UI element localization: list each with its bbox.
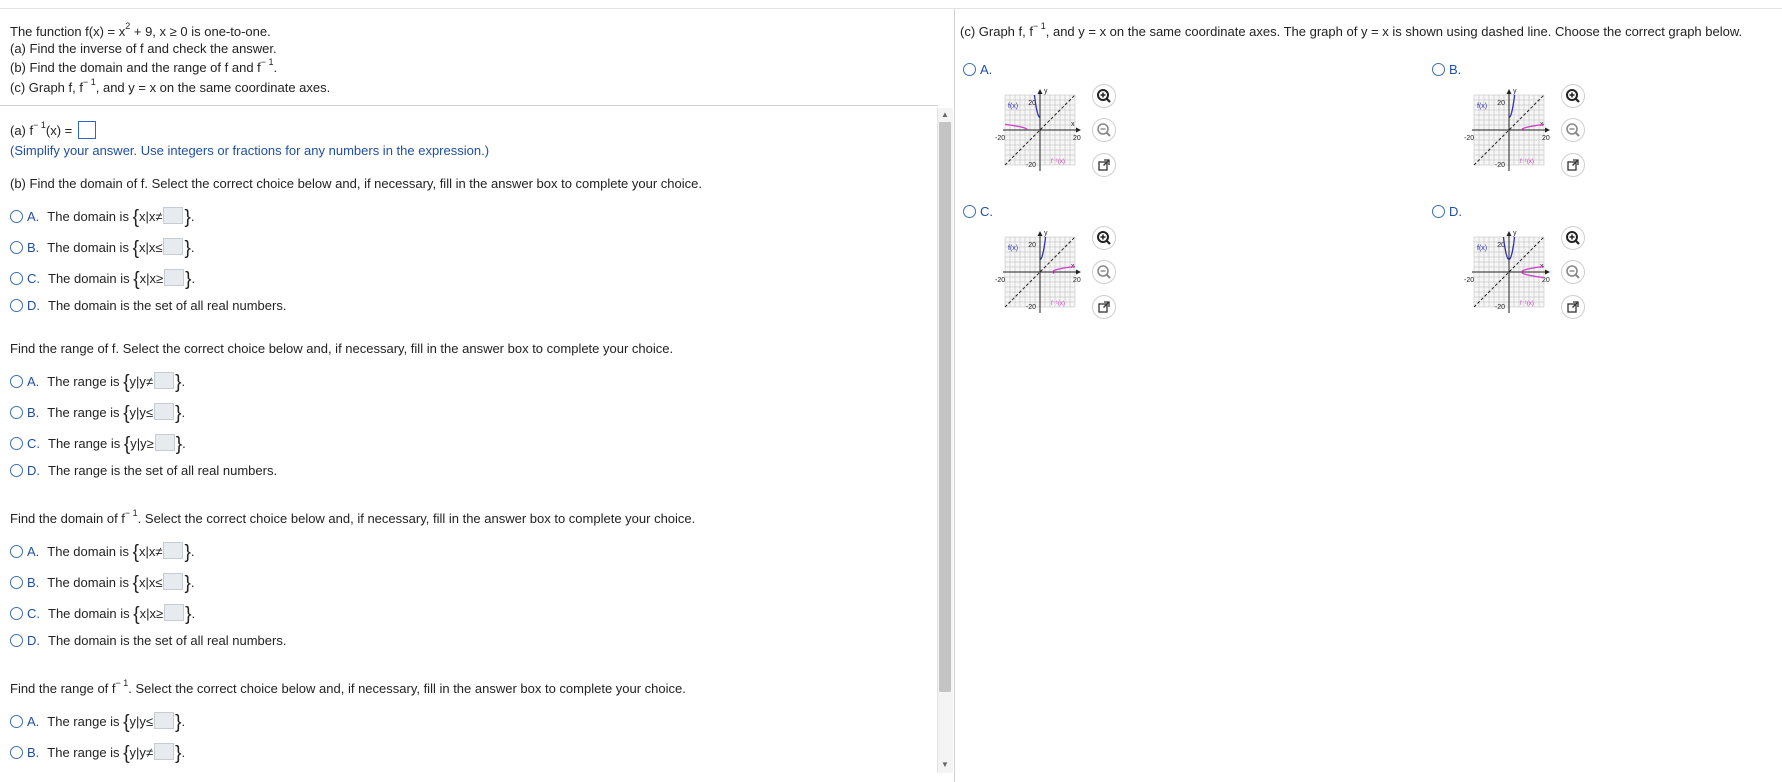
range-f-prompt: Find the range of f. Select the correct choice below and, if necessary, fill in the answer box to complete your choice.: [10, 341, 674, 356]
domain-f-a-input[interactable]: [163, 207, 183, 224]
question-statement: [10, 22, 940, 98]
x-tick-label: -20: [995, 277, 1006, 284]
y-tick-label: -20: [1494, 162, 1505, 169]
finv-label: f⁻¹(x): [1051, 301, 1065, 307]
f-label: f(x): [1008, 103, 1019, 110]
graph-thumbnail-a[interactable]: [993, 83, 1087, 179]
radio-button[interactable]: [10, 545, 23, 558]
x-tick-label: 20: [1542, 135, 1550, 142]
x-axis-label: x: [1071, 263, 1075, 270]
domain-finv-b-input[interactable]: [163, 573, 183, 590]
f-label: f(x): [1477, 103, 1488, 110]
graph-thumbnail-d[interactable]: [1462, 225, 1556, 321]
radio-button[interactable]: [1432, 63, 1445, 76]
x-tick-label: -20: [995, 135, 1006, 142]
x-tick-label: -20: [1464, 135, 1475, 142]
range-finv-a-input[interactable]: [154, 712, 174, 729]
radio-button[interactable]: [10, 241, 23, 254]
domain-f-option-d[interactable]: D. The domain is the set of all real numbers.: [10, 296, 286, 316]
zoom-in-icon[interactable]: [1562, 227, 1584, 249]
x-axis-label: x: [1540, 263, 1544, 270]
finv-label: f⁻¹(x): [1051, 159, 1065, 165]
x-axis-arrow: [1076, 270, 1081, 275]
range-finv-prompt: Find the range of $f^{- 1}$. Select the correct choice below and, if necessary, fill in the answer box to complete your choice.: [10, 677, 686, 696]
question-line-1: The function $f(x) = x^2 + 9$, x ≥ 0 is one-to-one.: [10, 20, 271, 39]
y-tick-label: -20: [1025, 304, 1036, 311]
domain-finv-option-d[interactable]: D. The domain is the set of all real numbers.: [10, 631, 286, 651]
scroll-up-arrow-icon[interactable]: ▲: [941, 110, 949, 119]
range-finv-option-a[interactable]: A. The range is {y|y≤ }.: [10, 712, 185, 732]
radio-button[interactable]: [10, 406, 23, 419]
inverse-answer-input[interactable]: [78, 121, 96, 139]
question-pane: [0, 9, 954, 782]
zoom-out-icon[interactable]: [1093, 261, 1115, 283]
open-new-window-icon[interactable]: [1093, 296, 1115, 318]
x-axis-arrow: [1545, 270, 1550, 275]
range-f-option-c[interactable]: C. The range is {y|y≥ }.: [10, 434, 186, 454]
range-f-b-input[interactable]: [154, 403, 174, 420]
range-f-option-a[interactable]: A. The range is {y|y≠ }.: [10, 372, 185, 392]
x-tick-label: -20: [1464, 277, 1475, 284]
range-finv-option-b[interactable]: B. The range is {y|y≠ }.: [10, 743, 185, 763]
zoom-out-icon[interactable]: [1093, 119, 1115, 141]
domain-f-option-a[interactable]: A. The domain is {x|x≠ }.: [10, 207, 194, 227]
y-axis-arrow: [1507, 89, 1512, 94]
domain-finv-a-input[interactable]: [163, 542, 183, 559]
x-axis-arrow: [1076, 128, 1081, 133]
range-finv-b-input[interactable]: [154, 743, 174, 760]
graph-option-b[interactable]: B. y x 20 -20 -20 20 f(x) f⁻¹(x): [1432, 61, 1612, 191]
open-new-window-icon[interactable]: [1562, 296, 1584, 318]
y-tick-label: 20: [1028, 242, 1036, 249]
zoom-out-icon[interactable]: [1562, 119, 1584, 141]
domain-finv-prompt: Find the domain of $f^{- 1}$. Select the correct choice below and, if necessary, fill in the answer box to complete your choice.: [10, 507, 696, 526]
y-tick-label: -20: [1025, 162, 1036, 169]
domain-f-c-input[interactable]: [164, 269, 184, 286]
radio-button[interactable]: [10, 375, 23, 388]
radio-button[interactable]: [10, 746, 23, 759]
open-new-window-icon[interactable]: [1562, 154, 1584, 176]
f-label: f(x): [1008, 245, 1019, 252]
radio-button[interactable]: [10, 210, 23, 223]
graph-pane: [955, 9, 1782, 782]
scrollbar-thumb[interactable]: [939, 122, 951, 692]
y-axis-arrow: [1038, 231, 1043, 236]
x-axis-arrow: [1545, 128, 1550, 133]
graph-option-c[interactable]: C. y x 20 -20 -20 20 f(x) f⁻¹(x): [963, 203, 1143, 333]
y-axis-label: y: [1044, 230, 1048, 237]
question-line-2: (a) Find the inverse of f and check the answer.: [10, 41, 277, 56]
question-line-4: (c) Graph f, $f^{- 1}$, and y = x on the same coordinate axes.: [10, 76, 331, 95]
zoom-in-icon[interactable]: [1093, 227, 1115, 249]
domain-finv-option-a[interactable]: A. The domain is {x|x≠ }.: [10, 542, 194, 562]
radio-button[interactable]: [10, 464, 23, 477]
radio-button[interactable]: [1432, 205, 1445, 218]
range-f-a-input[interactable]: [154, 372, 174, 389]
part-a-label: (a) $f^{- 1}(x)$ =: [10, 121, 96, 139]
graph-option-d[interactable]: D. y x 20 -20 -20 20 f(x) f⁻¹(x): [1432, 203, 1612, 333]
range-f-c-input[interactable]: [155, 434, 175, 451]
y-axis-label: y: [1513, 88, 1517, 95]
domain-f-b-input[interactable]: [163, 238, 183, 255]
y-tick-label: 20: [1497, 242, 1505, 249]
x-tick-label: 20: [1542, 277, 1550, 284]
radio-button[interactable]: [10, 272, 23, 285]
radio-button[interactable]: [10, 715, 23, 728]
zoom-in-icon[interactable]: [1093, 85, 1115, 107]
f-label: f(x): [1477, 245, 1488, 252]
x-tick-label: 20: [1073, 277, 1081, 284]
radio-button[interactable]: [963, 205, 976, 218]
radio-button[interactable]: [10, 299, 23, 312]
y-tick-label: 20: [1497, 100, 1505, 107]
domain-f-option-b[interactable]: B. The domain is {x|x≤ }.: [10, 238, 194, 258]
zoom-in-icon[interactable]: [1562, 85, 1584, 107]
graph-option-a[interactable]: A. y x 20 -20 -20 20 f(x) f⁻¹(x): [963, 61, 1143, 191]
y-axis-label: y: [1513, 230, 1517, 237]
radio-button[interactable]: [10, 634, 23, 647]
question-line-3: (b) Find the domain and the range of f and $f^{- 1}$.: [10, 56, 278, 75]
radio-button[interactable]: [10, 437, 23, 450]
range-f-option-b[interactable]: B. The range is {y|y≤ }.: [10, 403, 185, 423]
domain-f-option-c[interactable]: C. The domain is {x|x≥ }.: [10, 269, 195, 289]
finv-label: f⁻¹(x): [1520, 301, 1534, 307]
domain-f-prompt: (b) Find the domain of f. Select the correct choice below and, if necessary, fill in the answer box to complete your choice.: [10, 176, 702, 191]
part-a-hint: (Simplify your answer. Use integers or fractions for any numbers in the expression.): [10, 143, 490, 158]
scroll-down-arrow-icon[interactable]: ▼: [941, 760, 949, 769]
y-tick-label: 20: [1028, 100, 1036, 107]
domain-finv-c-input[interactable]: [164, 604, 184, 621]
domain-finv-option-c[interactable]: C. The domain is {x|x≥ }.: [10, 604, 195, 624]
graph-thumbnail-b[interactable]: [1462, 83, 1556, 179]
open-new-window-icon[interactable]: [1093, 154, 1115, 176]
part-c-prompt: (c) Graph f, $f^{- 1}$, and y = x on the same coordinate axes. The graph of y = x is shown using dashed line. Choose the correct graph below.: [960, 20, 1743, 39]
x-axis-label: x: [1071, 121, 1075, 128]
x-axis-label: x: [1540, 121, 1544, 128]
y-axis-arrow: [1507, 231, 1512, 236]
y-axis-arrow: [1038, 89, 1043, 94]
y-axis-label: y: [1044, 88, 1048, 95]
answer-scroll-area[interactable]: [0, 106, 954, 782]
zoom-out-icon[interactable]: [1562, 261, 1584, 283]
radio-button[interactable]: [963, 63, 976, 76]
domain-finv-option-b[interactable]: B. The domain is {x|x≤ }.: [10, 573, 194, 593]
range-f-option-d[interactable]: D. The range is the set of all real numbers.: [10, 461, 277, 481]
x-tick-label: 20: [1073, 135, 1081, 142]
radio-button[interactable]: [10, 607, 23, 620]
graph-thumbnail-c[interactable]: [993, 225, 1087, 321]
y-tick-label: -20: [1494, 304, 1505, 311]
radio-button[interactable]: [10, 576, 23, 589]
finv-label: f⁻¹(x): [1520, 159, 1534, 165]
